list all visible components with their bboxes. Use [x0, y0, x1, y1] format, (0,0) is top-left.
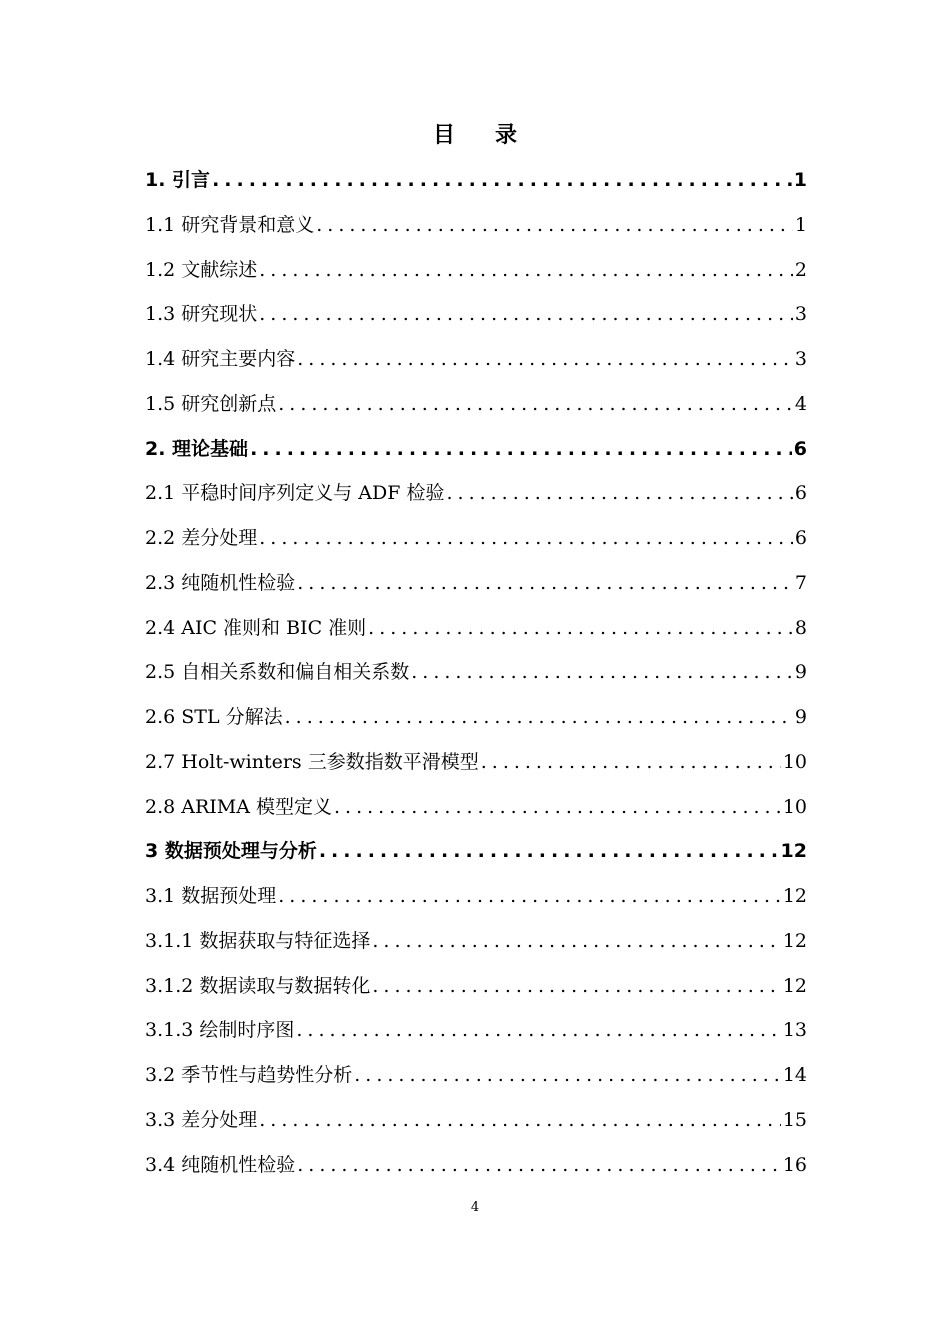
toc-entry[interactable]: [145, 1008, 807, 1053]
toc-entry[interactable]: [145, 248, 807, 293]
title-part-2: 录: [495, 123, 518, 148]
toc-dot-leader: [297, 561, 793, 606]
toc-entry-page: 8: [794, 616, 807, 639]
toc-entry-page: 12: [782, 885, 807, 907]
toc-entry[interactable]: [145, 1143, 807, 1188]
toc-entry-label: 3.1.3 绘制时序图: [145, 1019, 295, 1042]
toc-entry[interactable]: [145, 1098, 807, 1143]
toc-dot-leader: [297, 1143, 781, 1188]
toc-entry-page: 2: [794, 258, 807, 281]
toc-entry[interactable]: [145, 427, 807, 472]
toc-entry-label: 2.4 AIC 准则和 BIC 准则: [145, 616, 367, 639]
toc-entry-page: 6: [793, 437, 807, 460]
toc-dot-leader: [334, 785, 781, 830]
toc-entry-label: 1.2 文献综述: [145, 258, 258, 281]
toc-entry-page: 6: [794, 527, 807, 549]
toc-dot-leader: [354, 1053, 781, 1098]
toc-dot-leader: [372, 964, 780, 1009]
toc-entry[interactable]: [145, 964, 807, 1009]
toc-entry-label: 2.7 Holt-winters 三参数指数平滑模型: [145, 750, 479, 773]
toc-dot-leader: [285, 695, 793, 740]
toc-dot-leader: [316, 203, 793, 248]
toc-entry-label: 2.3 纯随机性检验: [145, 571, 296, 594]
toc-entry[interactable]: [145, 650, 807, 695]
toc-entry-page: 12: [782, 974, 807, 997]
toc-entry[interactable]: [145, 785, 807, 830]
toc-entry-label: 3.1.2 数据读取与数据转化: [145, 974, 371, 997]
toc-entry-label: 2.5 自相关系数和偏自相关系数: [145, 661, 410, 684]
toc-dot-leader: [481, 740, 781, 785]
toc-entry-page: 12: [782, 929, 807, 952]
page-number: 4: [470, 1200, 480, 1215]
toc-entry-label: 3 数据预处理与分析: [145, 840, 317, 863]
toc-entry-page: 4: [794, 392, 807, 415]
toc-entry-page: 7: [794, 571, 807, 594]
toc-entry-page: 16: [782, 1153, 807, 1176]
toc-dot-leader: [411, 650, 793, 695]
toc-entry-label: 1.4 研究主要内容: [145, 348, 296, 370]
toc-entry-label: 2.1 平稳时间序列定义与 ADF 检验: [145, 482, 445, 505]
toc-entry[interactable]: [145, 740, 807, 785]
toc-entry-label: 3.2 季节性与趋势性分析: [145, 1064, 353, 1086]
toc-dot-leader: [212, 158, 792, 203]
toc-entry[interactable]: [145, 829, 807, 874]
toc-entry-label: 2.8 ARIMA 模型定义: [145, 795, 333, 818]
toc-entry[interactable]: [145, 158, 807, 203]
toc-entry[interactable]: [145, 695, 807, 740]
toc-entry-label: 3.1.1 数据获取与特征选择: [145, 929, 371, 952]
toc-entry-label: 3.4 纯随机性检验: [145, 1153, 296, 1176]
toc-entry-page: 12: [780, 840, 807, 863]
toc-entry-page: 15: [782, 1108, 807, 1131]
toc-entry[interactable]: [145, 874, 807, 919]
toc-entry-page: 9: [794, 706, 807, 728]
toc-entry[interactable]: [145, 292, 807, 337]
toc-dot-leader: [250, 427, 792, 472]
toc-dot-leader: [259, 1098, 781, 1143]
toc-entry-page: 9: [794, 661, 807, 684]
page-title: [0, 118, 950, 149]
toc-dot-leader: [259, 516, 793, 561]
toc-entry[interactable]: [145, 382, 807, 427]
toc-dot-leader: [259, 292, 793, 337]
toc-dot-leader: [278, 382, 793, 427]
toc-entry-page: 3: [794, 348, 807, 370]
toc-entry-label: 1.5 研究创新点: [145, 392, 277, 415]
toc-dot-leader: [297, 337, 793, 382]
toc-entry-label: 2. 理论基础: [145, 437, 249, 460]
toc-entry-label: 3.3 差分处理: [145, 1108, 258, 1131]
table-of-contents: [145, 158, 807, 1187]
toc-entry-label: 1.3 研究现状: [145, 303, 258, 326]
toc-entry-label: 2.6 STL 分解法: [145, 706, 283, 728]
toc-entry[interactable]: [145, 561, 807, 606]
toc-entry-page: 1: [793, 169, 807, 191]
toc-dot-leader: [446, 471, 792, 516]
toc-dot-leader: [319, 829, 779, 874]
toc-entry-page: 6: [794, 482, 807, 505]
toc-entry[interactable]: [145, 337, 807, 382]
toc-entry-page: 3: [794, 303, 807, 326]
toc-entry-page: 1: [794, 213, 807, 236]
toc-entry-page: 13: [782, 1019, 807, 1042]
toc-entry-label: 3.1 数据预处理: [145, 885, 277, 907]
toc-entry[interactable]: [145, 471, 807, 516]
toc-entry[interactable]: [145, 919, 807, 964]
toc-entry[interactable]: [145, 606, 807, 651]
toc-entry[interactable]: [145, 1053, 807, 1098]
toc-dot-leader: [278, 874, 781, 919]
toc-entry[interactable]: [145, 203, 807, 248]
toc-dot-leader: [259, 248, 793, 293]
toc-entry[interactable]: [145, 516, 807, 561]
toc-dot-leader: [372, 919, 780, 964]
toc-dot-leader: [368, 606, 793, 651]
toc-entry-page: 10: [782, 795, 807, 818]
toc-entry-label: 1.1 研究背景和意义: [145, 213, 315, 236]
toc-entry-label: 2.2 差分处理: [145, 527, 258, 549]
toc-entry-page: 14: [782, 1064, 807, 1086]
toc-entry-label: 1. 引言: [145, 169, 211, 191]
toc-dot-leader: [296, 1008, 780, 1053]
toc-entry-page: 10: [782, 750, 807, 773]
title-part-1: 目: [432, 123, 455, 148]
